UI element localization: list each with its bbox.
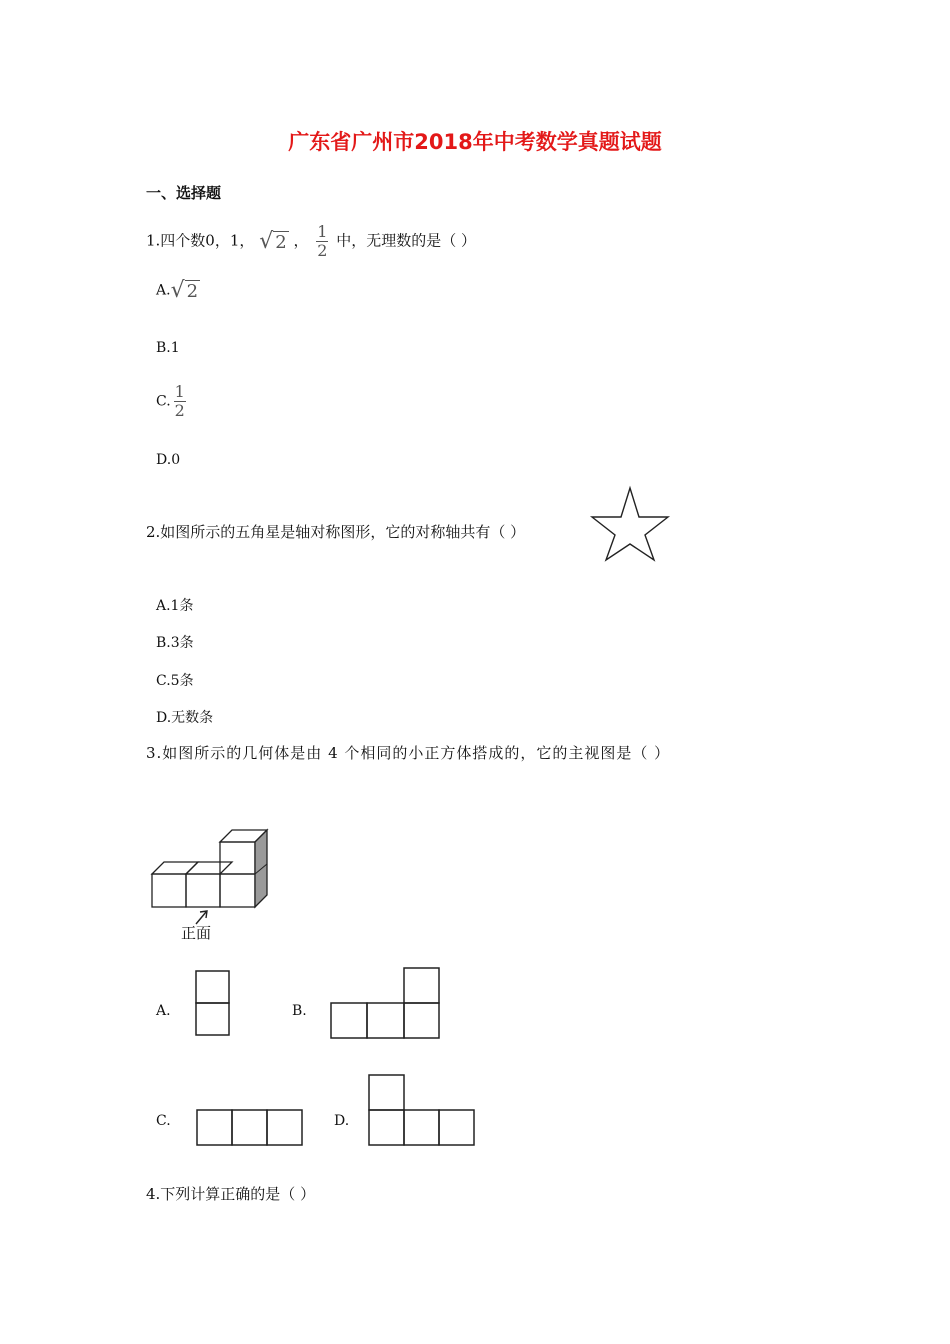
option-c-label: C. [156, 393, 171, 410]
q3-option-a-label[interactable]: A. [156, 1003, 171, 1019]
q1-option-c[interactable] [156, 384, 189, 419]
q1-option-b[interactable] [156, 340, 180, 356]
q2-option-d[interactable]: D.无数条 [156, 710, 214, 726]
sqrt-2-expression: √ 2 [259, 229, 287, 254]
q3-option-d-label[interactable]: D. [334, 1113, 350, 1129]
option-d-front-view[interactable] [368, 1074, 478, 1148]
q1-separator: ， [293, 231, 309, 250]
option-b-label: B. [156, 340, 171, 356]
cube-stack-3d-figure [150, 828, 275, 943]
option-a-sqrt-2: √ 2 [170, 278, 199, 303]
page-title: 广东省广州市2018年中考数学真题试题 [288, 130, 662, 154]
front-view-label: 正面 [181, 924, 212, 942]
option-c-front-view[interactable] [195, 1108, 305, 1148]
question-3-stem: 3.如图所示的几何体是由 4 个相同的小正方体搭成的，它的主视图是（ ） [146, 744, 671, 762]
option-d-text: 0 [171, 452, 181, 468]
option-a-front-view[interactable] [195, 970, 231, 1038]
option-a-radicand: 2 [186, 281, 199, 302]
q2-option-a[interactable]: A.1条 [156, 598, 194, 614]
option-b-text: 1 [170, 340, 180, 356]
q1-option-d[interactable] [156, 452, 180, 468]
option-c-fraction [174, 384, 186, 419]
sqrt-radicand: 2 [275, 232, 287, 253]
q2-option-c[interactable]: C.5条 [156, 673, 194, 689]
option-c-denominator: 2 [174, 401, 185, 420]
q2-option-b[interactable]: B.3条 [156, 635, 194, 651]
q1-stem-prefix: 1.四个数0，1， [146, 231, 255, 250]
question-4-stem: 4.下列计算正确的是（ ） [146, 1185, 316, 1203]
fraction-denominator: 2 [317, 241, 328, 260]
fraction-one-half [316, 224, 328, 259]
q3-option-c-label[interactable]: C. [156, 1113, 171, 1129]
option-a-label: A. [156, 282, 171, 299]
fraction-numerator: 1 [317, 222, 328, 241]
question-1-stem [146, 224, 476, 259]
question-2-stem: 2.如图所示的五角星是轴对称图形，它的对称轴共有（ ） [146, 523, 526, 541]
q1-stem-suffix: 中，无理数的是（ ） [336, 231, 476, 250]
q3-option-b-label[interactable]: B. [292, 1003, 307, 1019]
section-heading: 一、选择题 [146, 184, 222, 202]
five-pointed-star-figure [590, 486, 670, 562]
q1-option-a[interactable] [156, 278, 200, 303]
option-c-numerator: 1 [174, 382, 185, 401]
option-d-label: D. [156, 452, 172, 468]
star-outline [592, 488, 668, 560]
option-b-front-view[interactable] [330, 967, 442, 1041]
